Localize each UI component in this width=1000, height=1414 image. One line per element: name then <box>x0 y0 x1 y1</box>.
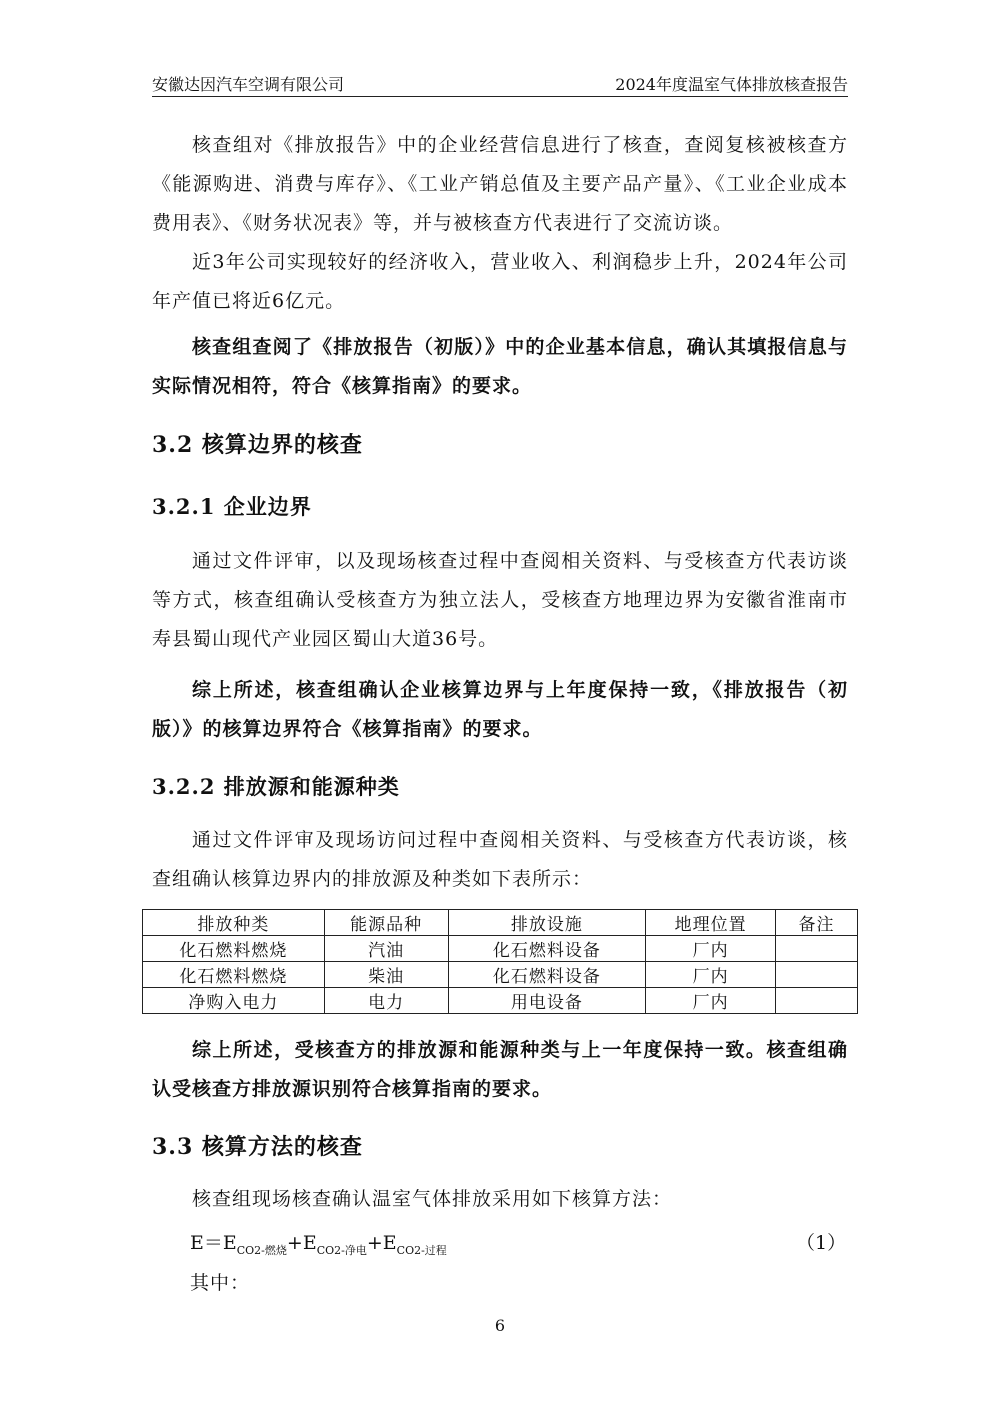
formula-lhs: E＝E <box>190 1232 237 1254</box>
equation-number: （1） <box>796 1232 847 1254</box>
page-header <box>152 68 848 97</box>
formula-subscript-electricity: CO2-净电 <box>316 1243 367 1257</box>
table-cell <box>776 962 858 988</box>
paragraph-boundary-conclusion: 综上所述，核查组确认企业核算边界与上年度保持一致，《排放报告（初版）》的核算边界符合《核算指南》的要求。 <box>152 679 848 740</box>
table-cell: 厂内 <box>646 988 776 1014</box>
heading-3-2: 3.2 核算边界的核查 <box>152 432 363 458</box>
table-cell: 汽油 <box>324 936 448 962</box>
where-label: 其中： <box>190 1272 251 1294</box>
page-number: 6 <box>494 1316 506 1335</box>
paragraph-business-info: 核查组对《排放报告》中的企业经营信息进行了核查，查阅复核被核查方《能源购进、消费与库存》、《工业产销总值及主要产品产量》、《工业企业成本费用表》、《财务状况表》等，并与被核查方代表进行了交流访谈。 <box>152 134 848 234</box>
table-row <box>143 936 858 962</box>
table-header-row <box>143 910 858 936</box>
formula-subscript-process: CO2-过程 <box>396 1243 447 1257</box>
formula-plus: +E <box>366 1232 397 1254</box>
table-cell: 化石燃料设备 <box>448 962 646 988</box>
paragraph-sources-intro: 通过文件评审及现场访问过程中查阅相关资料、与受核查方代表访谈，核查组确认核算边界内的排放源及种类如下表所示： <box>152 829 848 890</box>
emission-sources-table <box>142 909 858 1014</box>
table-header-cell: 地理位置 <box>646 910 776 936</box>
table-cell: 厂内 <box>646 936 776 962</box>
table-cell <box>776 988 858 1014</box>
paragraph-sources-conclusion: 综上所述，受核查方的排放源和能源种类与上一年度保持一致。核查组确认受核查方排放源识别符合核算指南的要求。 <box>152 1039 848 1100</box>
paragraph-revenue: 近3年公司实现较好的经济收入，营业收入、利润稳步上升，2024年公司年产值已将近6亿元。 <box>152 251 848 312</box>
table-header-cell: 能源品种 <box>324 910 448 936</box>
table-row <box>143 988 858 1014</box>
table-cell: 电力 <box>324 988 448 1014</box>
paragraph-boundary: 通过文件评审，以及现场核查过程中查阅相关资料、与受核查方代表访谈等方式，核查组确认受核查方为独立法人，受核查方地理边界为安徽省淮南市寿县蜀山现代产业园区蜀山大道36号。 <box>152 550 848 650</box>
emission-formula <box>190 1228 447 1258</box>
table-cell: 柴油 <box>324 962 448 988</box>
table-header-cell: 备注 <box>776 910 858 936</box>
heading-3-2-1: 3.2.1 企业边界 <box>152 494 312 519</box>
paragraph-basic-info-conclusion: 核查组查阅了《排放报告（初版）》中的企业基本信息，确认其填报信息与实际情况相符，符合《核算指南》的要求。 <box>152 336 848 397</box>
table-cell: 化石燃料燃烧 <box>143 936 325 962</box>
table-cell <box>776 936 858 962</box>
table-header-cell: 排放种类 <box>143 910 325 936</box>
table-cell: 化石燃料燃烧 <box>143 962 325 988</box>
table-cell: 厂内 <box>646 962 776 988</box>
paragraph-method-intro: 核查组现场核查确认温室气体排放采用如下核算方法： <box>192 1188 673 1210</box>
header-report-title: 2024年度温室气体排放核查报告 <box>615 75 848 94</box>
heading-3-3: 3.3 核算方法的核查 <box>152 1134 363 1160</box>
header-company: 安徽达因汽车空调有限公司 <box>152 75 345 94</box>
table-cell: 净购入电力 <box>143 988 325 1014</box>
table-cell: 用电设备 <box>448 988 646 1014</box>
formula-plus: +E <box>286 1232 317 1254</box>
table-row <box>143 962 858 988</box>
table-header-cell: 排放设施 <box>448 910 646 936</box>
formula-subscript-combustion: CO2-燃烧 <box>236 1243 287 1257</box>
heading-3-2-2: 3.2.2 排放源和能源种类 <box>152 774 400 799</box>
table-cell: 化石燃料设备 <box>448 936 646 962</box>
